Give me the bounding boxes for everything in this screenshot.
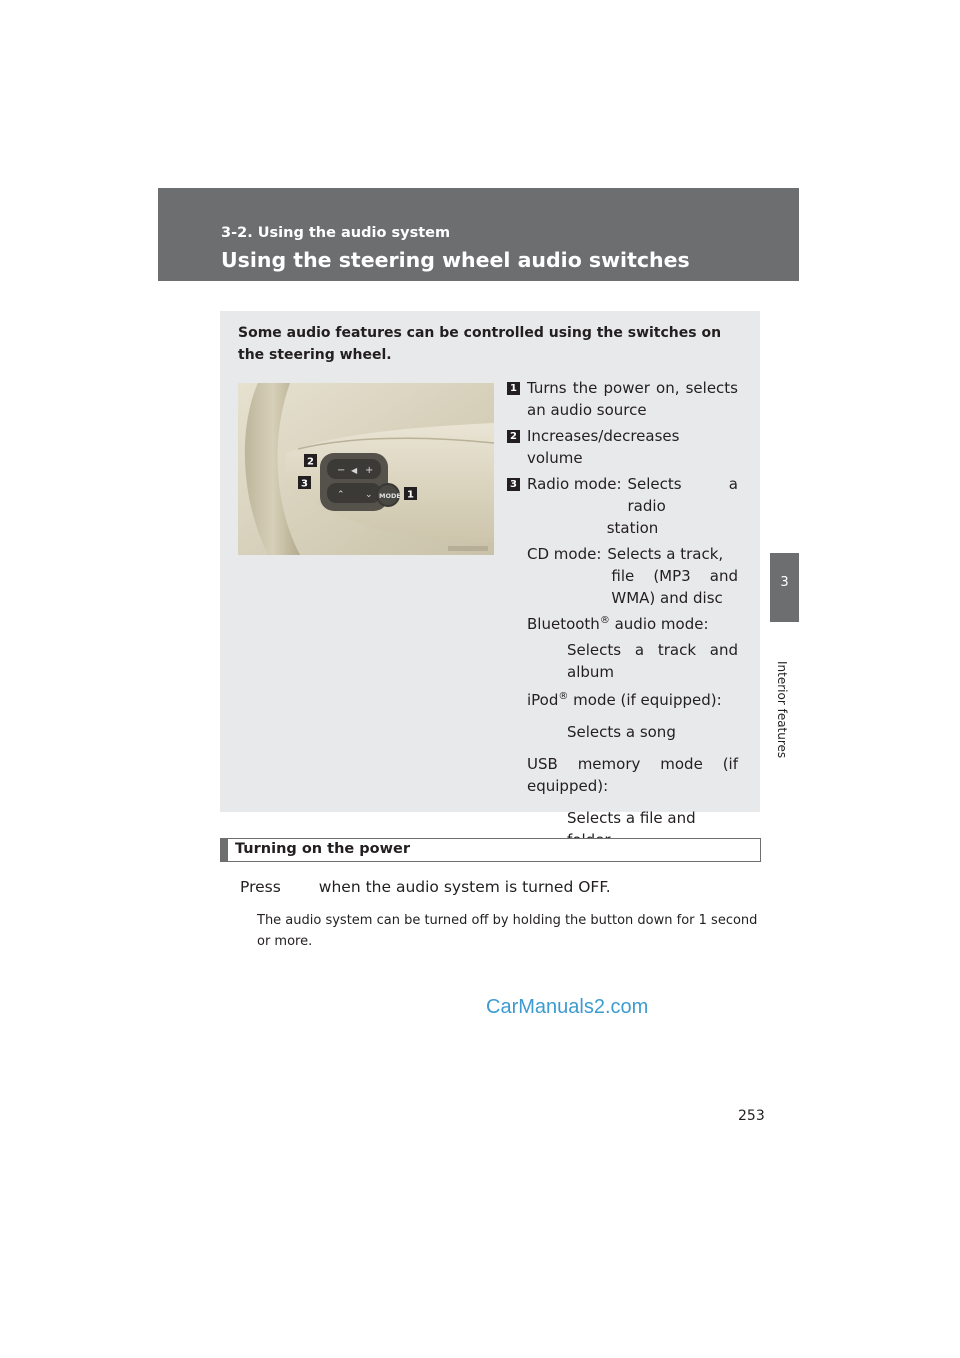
ipod-mode-label: iPod® mode (if equipped): [527,691,722,709]
section-heading-text: Turning on the power [235,841,411,857]
steering-wheel-figure [238,383,494,555]
instruction-press: Press [240,878,281,896]
section-label: 3-2. Using the audio system [221,225,451,241]
callout-list [494,377,738,855]
cd-mode-row [527,543,738,609]
radio-mode-label: Radio mode: [527,475,622,493]
registered-mark: ® [599,615,610,626]
page-number: 253 [738,1108,765,1124]
page-title: Using the steering wheel audio switches [221,248,690,272]
instruction-rest: when the audio system is turned OFF. [318,878,611,896]
chapter-number: 3 [780,575,789,590]
callout-number-2: 2 [507,430,520,443]
callout-marker-2: 2 [307,456,314,468]
mode-button-label: MODE [379,492,401,500]
cd-mode-label: CD mode: [527,545,602,563]
bluetooth-mode-value: Selects a track and album [567,641,738,681]
callout-number-1: 1 [507,382,520,395]
intro-text: Some audio features can be controlled using the switches on the steering wheel. [238,325,722,363]
bluetooth-mode-label: Bluetooth® audio mode: [527,615,709,633]
usb-mode-value: Selects a file and [567,809,696,827]
ipod-mode-value: Selects a song [567,723,676,741]
registered-mark: ® [558,691,569,702]
power-note: The audio system can be turned off by holding the button down for 1 second or more. [257,913,758,949]
chapter-label: Interior features [775,661,789,759]
steering-wheel-illustration [238,383,494,555]
power-instruction [240,878,611,896]
svg-text:◀: ◀ [351,466,358,475]
header-band [158,188,799,281]
svg-text:⌄: ⌄ [365,490,373,500]
callout-3 [494,473,738,539]
callout-1 [494,377,738,421]
callout-marker-3: 3 [301,478,308,490]
section-heading [220,838,761,862]
callout-marker-1: 1 [407,489,414,501]
callout-text-2: Increases/decreases volume [527,427,680,467]
radio-mode-value-cont: station [606,519,659,537]
chapter-tab [770,553,799,622]
callout-number-3: 3 [507,478,520,491]
svg-text:⌃: ⌃ [337,490,345,500]
summary-box [220,311,760,827]
svg-text:+: + [365,465,374,476]
radio-mode-value: Selects a radio [627,475,738,515]
callout-2 [494,425,738,469]
watermark: CarManuals2.com [486,996,649,1018]
cd-mode-value-cont: file (MP3 and WMA) and disc [611,567,738,607]
svg-text:−: − [337,465,346,476]
cd-mode-value: Selects a track, [607,545,724,563]
callout-text-1: Turns the power on, selects an audio source [527,379,738,419]
heading-accent-bar [221,839,228,861]
usb-mode-label: USB memory mode (if equipped): [527,755,738,795]
